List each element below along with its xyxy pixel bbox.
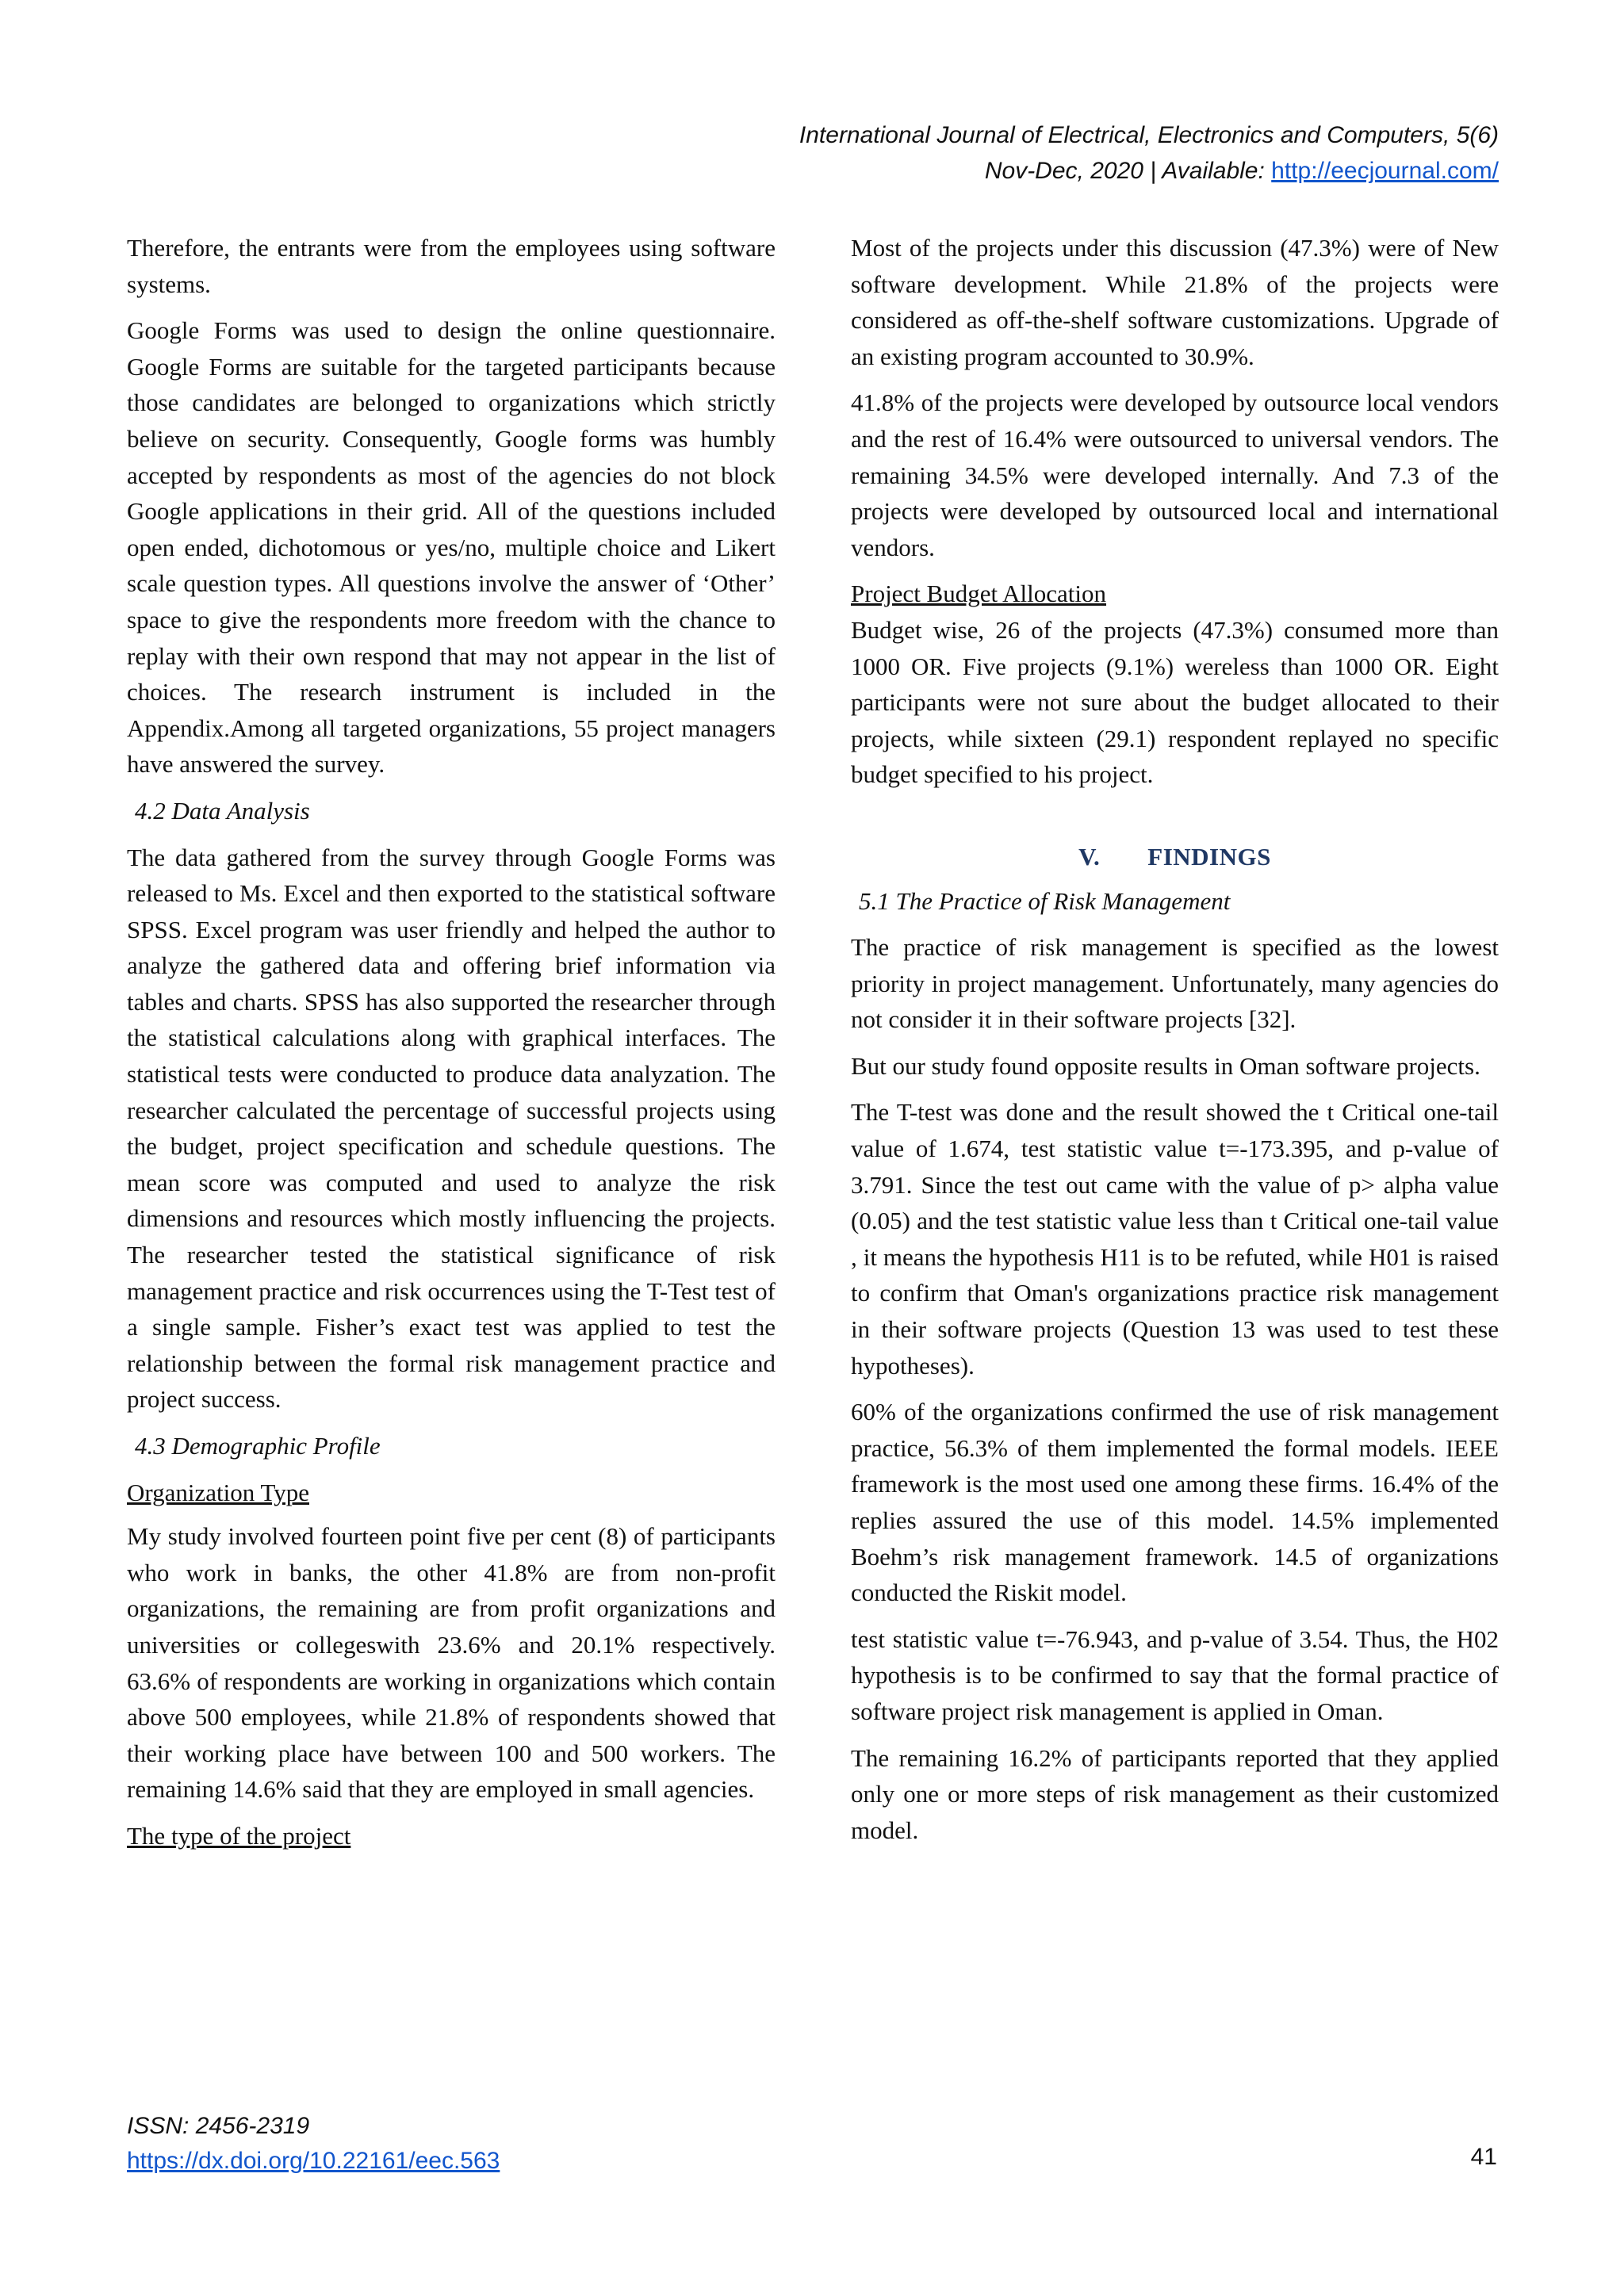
journal-url-link[interactable]: http://eecjournal.com/ (1271, 158, 1499, 184)
section-title: FINDINGS (1147, 842, 1271, 871)
subsection-heading-risk-practice: 5.1 The Practice of Risk Management (859, 886, 1231, 915)
subsection-heading-data-analysis: 4.2 Data Analysis (135, 796, 310, 825)
running-header (547, 117, 1499, 189)
issn-label: ISSN: 2456-2319 (127, 2113, 310, 2139)
paragraph: The data gathered from the survey through Google Forms was released to Ms. Excel and then exported to the statistical software SPSS. Excel program was user friendly and helped the author to analyze the gathered data and offering brief information via tables and charts. SPSS has also supported the researcher through the statistical calculations along with graphical interfaces. The statistical tests were conducted to produce data analyzation. The researcher calculated the percentage of successful projects using the budget, project specification and schedule questions. The mean score was computed and used to analyze the risk dimensions and resources which mostly influencing the projects. The researcher tested the statistical significance of risk management practice and risk occurrences using the T-Test test of a single sample. Fisher’s exact test was applied to test the relationship between the formal risk management practice and project success. (127, 843, 776, 1414)
heading-organization-type: Organization Type (127, 1478, 309, 1506)
paragraph: The practice of risk management is specified as the lowest priority in project management. Unfortunately, many agencies do not consider it in their software projects [32]. (851, 933, 1499, 1034)
page-footer (127, 2109, 500, 2179)
paragraph: test statistic value t=-76.943, and p-value of 3.54. Thus, the H02 hypothesis is to be confirmed to say that the formal practice of software project risk management is applied in Oman. (851, 1624, 1499, 1725)
issue-date: Nov-Dec, 2020 | Available: (984, 158, 1272, 184)
paragraph: But our study found opposite results in Oman software projects. (851, 1051, 1480, 1080)
paragraph: Most of the projects under this discussion (47.3%) were of New software development. While 21.8% of the projects were considered as off-the-shelf software customizations. Upgrade of an existing program accounted to 30.9%. (851, 234, 1499, 370)
paragraph: Budget wise, 26 of the projects (47.3%) consumed more than 1000 OR. Five projects (9.1%) wereless than 1000 OR. Eight participants were not sure about the budget allocated to their projects, while sixteen (29.1) respondent replayed no specific budget specified to his project. (851, 615, 1499, 789)
heading-project-type: The type of the project (127, 1821, 351, 1850)
doi-link[interactable]: https://dx.doi.org/10.22161/eec.563 (127, 2148, 500, 2174)
right-column (851, 230, 1499, 1858)
paragraph: 41.8% of the projects were developed by outsource local vendors and the rest of 16.4% were outsourced to universal vendors. The remaining 34.5% were developed internally. And 7.3 of the projects were developed by outsourced local and international vendors. (851, 388, 1499, 561)
paragraph: The remaining 16.2% of participants reported that they applied only one or more steps of risk management as their customized model. (851, 1743, 1499, 1844)
issue-line (547, 153, 1499, 189)
left-column (127, 230, 776, 1854)
subsection-heading-demographic-profile: 4.3 Demographic Profile (135, 1432, 381, 1460)
paragraph: The T-test was done and the result showed the t Critical one-tail value of 1.674, test statistic value t=-173.395, and p-value of 3.791. Since the test out came with the value of p> alpha value (0.05) and the test statistic value less than t Critical one-tail value , it means the hypothesis H11 is to be refuted, while H01 is raised to confirm that Oman's organizations practice risk management in their software projects (Question 13 was used to test these hypotheses). (851, 1098, 1499, 1380)
paragraph: 60% of the organizations confirmed the use of risk management practice, 56.3% of them implemented the formal models. IEEE framework is the most used one among these firms. 16.4% of the replies assured the use of this model. 14.5% implemented Boehm’s risk management framework. 14.5 of organizations conducted the Riskit model. (851, 1398, 1499, 1607)
journal-citation: International Journal of Electrical, Electronics and Computers, 5(6) (799, 122, 1499, 148)
section-number: V. (1078, 842, 1101, 871)
paragraph: My study involved fourteen point five per cent (8) of participants who work in banks, the other 41.8% are from non-profit organizations, the remaining are from profit organizations and universities or collegeswith 23.6% and 20.1% respectively. 63.6% of respondents are working in organizations which contain above 500 employees, while 21.8% of respondents showed that their working place have between 100 and 500 workers. The remaining 14.6% said that they are employed in small agencies. (127, 1522, 776, 1804)
heading-budget-allocation: Project Budget Allocation (851, 580, 1107, 608)
page-number: 41 (1470, 2144, 1497, 2170)
paragraph: Google Forms was used to design the online questionnaire. Google Forms are suitable for the targeted participants because those candidates are belonged to organizations which strictly believe on security. Consequently, Google forms was humbly accepted by respondents as most of the agencies do not block Google applications in their grid. All of the questions included open ended, dichotomous or yes/no, multiple choice and Likert scale question types. All questions involve the answer of ‘Other’ space to give the respondents more freedom with the chance to replay with their own respond that may not appear in the list of choices. The research instrument is included in the Appendix.Among all targeted organizations, 55 project managers have answered the survey. (127, 316, 776, 779)
section-heading-findings (851, 839, 1499, 875)
paragraph: Therefore, the entrants were from the employees using software systems. (127, 234, 776, 298)
